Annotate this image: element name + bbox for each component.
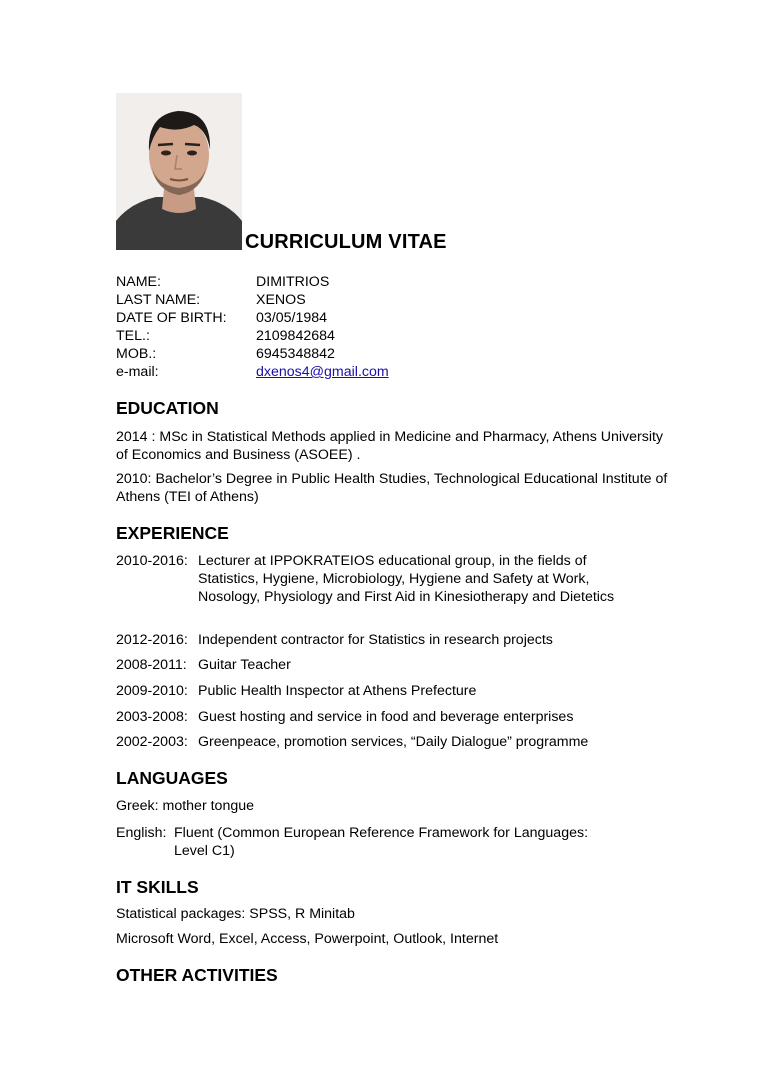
other-activities-heading: OTHER ACTIVITIES	[116, 965, 278, 985]
education-item: 2014 : MSc in Statistical Methods applied in Medicine and Pharmacy, Athens University of Economics and Business (ASOEE) .	[116, 429, 664, 463]
it-skill-item: Microsoft Word, Excel, Access, Powerpoint, Outlook, Internet	[116, 931, 499, 947]
it-skills-heading: IT SKILLS	[116, 877, 199, 897]
experience-period: 2003-2008:	[116, 709, 188, 725]
experience-desc: Public Health Inspector at Athens Prefecture	[198, 683, 477, 699]
info-value: 03/05/1984	[256, 310, 328, 326]
info-row-mob	[116, 345, 389, 363]
email-link[interactable]: dxenos4@gmail.com	[256, 364, 389, 380]
experience-period: 2010-2016:	[116, 553, 188, 569]
experience-period: 2009-2010:	[116, 683, 188, 699]
info-row-date-of-birth	[116, 309, 389, 327]
language-english	[116, 824, 644, 842]
info-label: LAST NAME:	[116, 292, 201, 308]
info-value: 6945348842	[256, 346, 335, 362]
experience-item	[116, 631, 638, 649]
language-greek: Greek: mother tongue	[116, 798, 255, 814]
info-row-last-name	[116, 291, 389, 309]
info-label: NAME:	[116, 274, 161, 290]
experience-desc: Guitar Teacher	[198, 657, 291, 673]
info-label: e-mail:	[116, 364, 159, 380]
experience-desc: Independent contractor for Statistics in research projects	[198, 632, 553, 648]
info-row-tel	[116, 327, 389, 345]
info-row-name	[116, 273, 389, 291]
language-english-label: English:	[116, 825, 167, 841]
experience-period: 2012-2016:	[116, 632, 188, 648]
portrait-photo	[116, 93, 242, 250]
experience-heading: EXPERIENCE	[116, 523, 229, 543]
personal-info	[116, 273, 389, 381]
portrait-icon	[116, 93, 242, 250]
info-value: DIMITRIOS	[256, 274, 330, 290]
experience-desc: Lecturer at IPPOKRATEIOS educational group, in the fields of Statistics, Hygiene, Microbiology, Hygiene and Safety at Work, Nosology, Physiology and First Aid in Kinesiotherapy and Dietetics	[198, 553, 615, 605]
experience-desc: Guest hosting and service in food and beverage enterprises	[198, 709, 574, 725]
experience-item	[116, 552, 638, 606]
info-value: 2109842684	[256, 328, 335, 344]
info-label: TEL.:	[116, 328, 150, 344]
education-item: 2010: Bachelor’s Degree in Public Health Studies, Technological Educational Institute of Athens (TEI of Athens)	[116, 471, 668, 505]
experience-period: 2002-2003:	[116, 734, 188, 750]
experience-item	[116, 708, 638, 726]
language-english-level: Level C1)	[174, 843, 235, 859]
info-row-email	[116, 363, 389, 381]
info-value: XENOS	[256, 292, 306, 308]
experience-item	[116, 682, 638, 700]
experience-desc: Greenpeace, promotion services, “Daily Dialogue” programme	[198, 734, 589, 750]
experience-item	[116, 733, 648, 751]
document-title: CURRICULUM VITAE	[245, 231, 447, 253]
it-skill-item: Statistical packages: SPSS, R Minitab	[116, 906, 355, 922]
education-heading: EDUCATION	[116, 398, 219, 418]
info-label: MOB.:	[116, 346, 157, 362]
experience-period: 2008-2011:	[116, 657, 187, 673]
language-english-desc: Fluent (Common European Reference Framework for Languages:	[174, 825, 589, 841]
experience-item	[116, 656, 638, 674]
info-label: DATE OF BIRTH:	[116, 310, 227, 326]
languages-heading: LANGUAGES	[116, 768, 228, 788]
email-value	[256, 363, 389, 381]
